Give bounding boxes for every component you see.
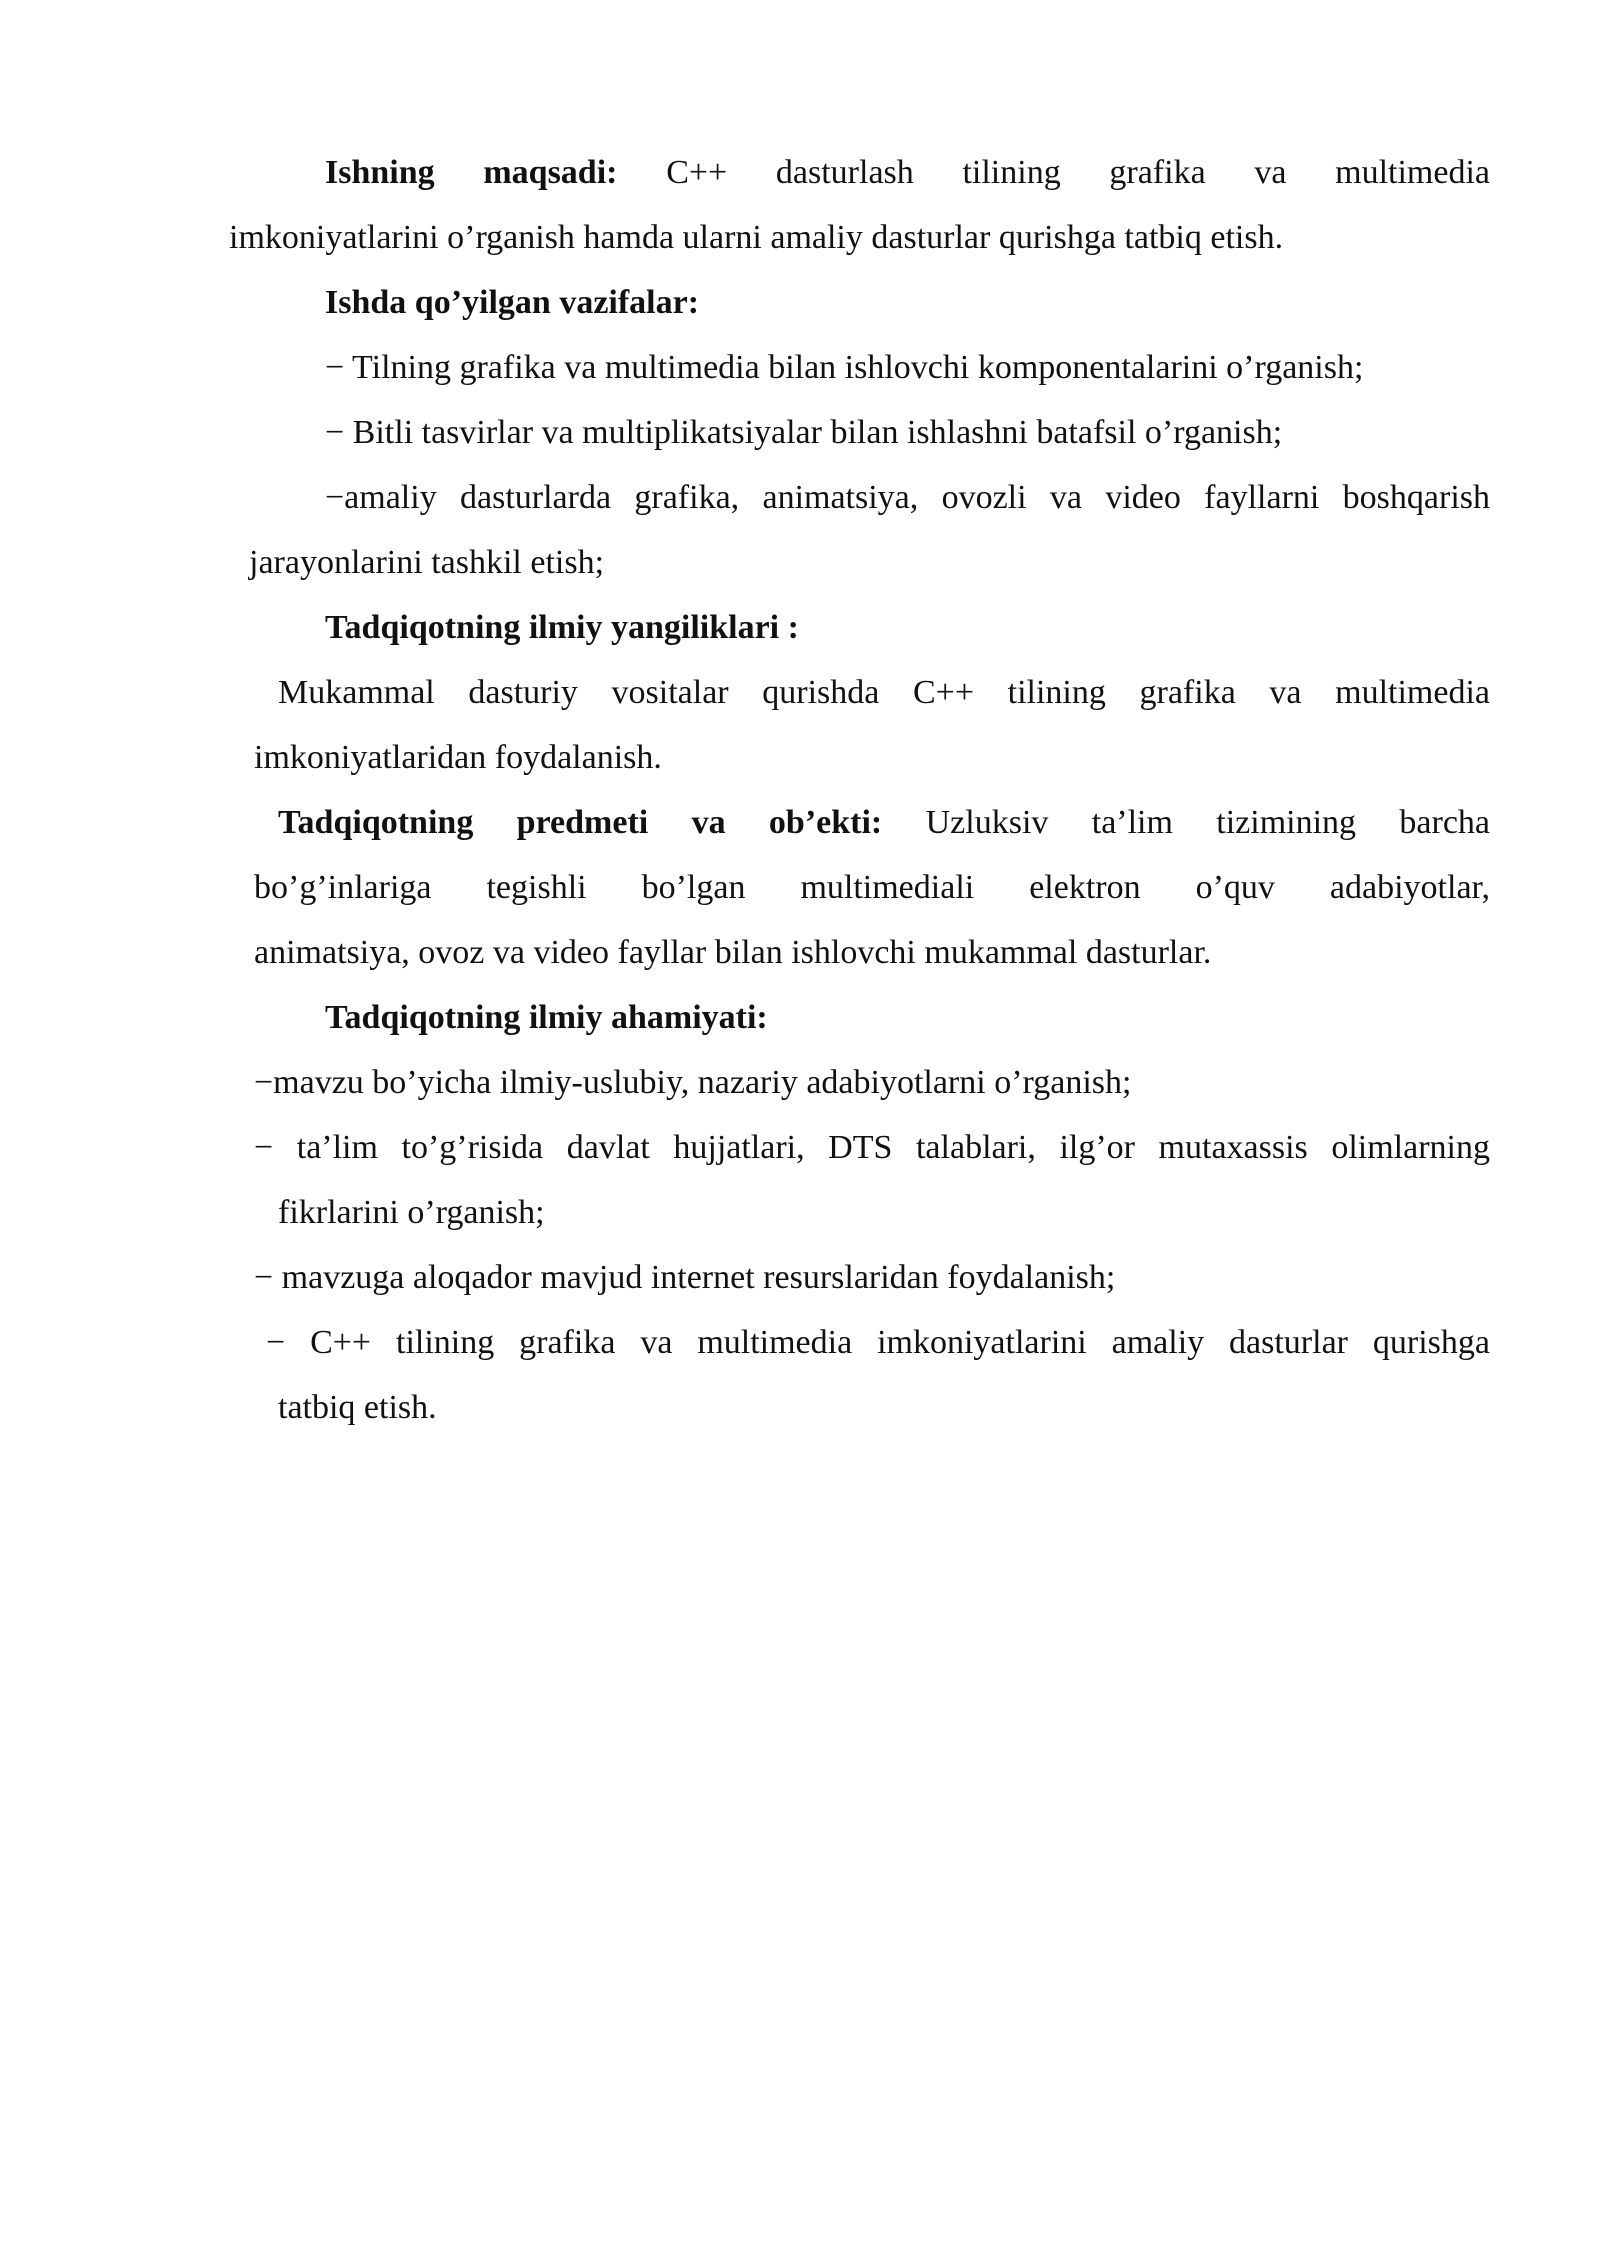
- goal-line-2: [229, 218, 1283, 258]
- novelty-line-1: [278, 673, 1490, 713]
- significance-item-2-text-1: − ta’lim to’g’risida davlat hujjatlari, DTS talablari, ilg’or mutaxassis olimlarning: [254, 1129, 1490, 1166]
- tasks-item-2: − Bitli tasvirlar va multiplikatsiyalar bilan ishlashni batafsil o’rganish;: [325, 414, 1283, 451]
- subject-text-1: Uzluksiv ta’lim tizimining barcha: [925, 804, 1490, 841]
- novelty-line-2: imkoniyatlaridan foydalanish.: [254, 739, 662, 776]
- novelty-heading: Tadqiqotning ilmiy yangiliklari :: [325, 609, 799, 646]
- tasks-item-3-line-2: jarayonlarini tashkil etish;: [249, 544, 605, 581]
- subject-label: Tadqiqotning predmeti va ob’ekti:: [278, 804, 883, 841]
- significance-item-4-line-2: tatbiq etish.: [278, 1389, 437, 1426]
- significance-heading: Tadqiqotning ilmiy ahamiyati:: [325, 999, 768, 1036]
- subject-line-1: [278, 803, 1490, 843]
- goal-line-1: [325, 153, 1490, 193]
- subject-line-3: animatsiya, ovoz va video fayllar bilan ishlovchi mukammal dasturlar.: [254, 934, 1212, 971]
- goal-text-1: C++ dasturlash tilining grafika va multimedia: [666, 154, 1491, 191]
- significance-item-2-line-1: [254, 1128, 1490, 1168]
- goal-label: Ishning maqsadi:: [325, 154, 618, 191]
- goal-text-2: imkoniyatlarini o’rganish hamda ularni amaliy dasturlar qurishga tatbiq etish.: [229, 219, 1284, 256]
- tasks-item-3-line-1: [325, 478, 1490, 518]
- novelty-text-1: Mukammal dasturiy vositalar qurishda C++ tilining grafika va multimedia: [278, 674, 1490, 711]
- significance-item-4-text-1: − C++ tilining grafika va multimedia imkoniyatlarini amaliy dasturlar qurishga: [266, 1324, 1490, 1361]
- significance-item-2-line-2: fikrlarini o’rganish;: [278, 1194, 545, 1231]
- significance-item-1: −mavzu bo’yicha ilmiy-uslubiy, nazariy adabiyotlarni o’rganish;: [254, 1064, 1132, 1101]
- subject-text-2: bo’g’inlariga tegishli bo’lgan multimediali elektron o’quv adabiyotlar,: [254, 869, 1490, 906]
- subject-line-2: [254, 868, 1490, 908]
- tasks-heading: Ishda qo’yilgan vazifalar:: [325, 284, 700, 321]
- tasks-item-1: − Tilning grafika va multimedia bilan ishlovchi komponentalarini o’rganish;: [325, 349, 1364, 386]
- significance-item-3: − mavzuga aloqador mavjud internet resurslaridan foydalanish;: [254, 1259, 1116, 1296]
- significance-item-4-line-1: [266, 1323, 1490, 1363]
- tasks-item-3-text-1: −amaliy dasturlarda grafika, animatsiya, ovozli va video fayllarni boshqarish: [325, 479, 1490, 516]
